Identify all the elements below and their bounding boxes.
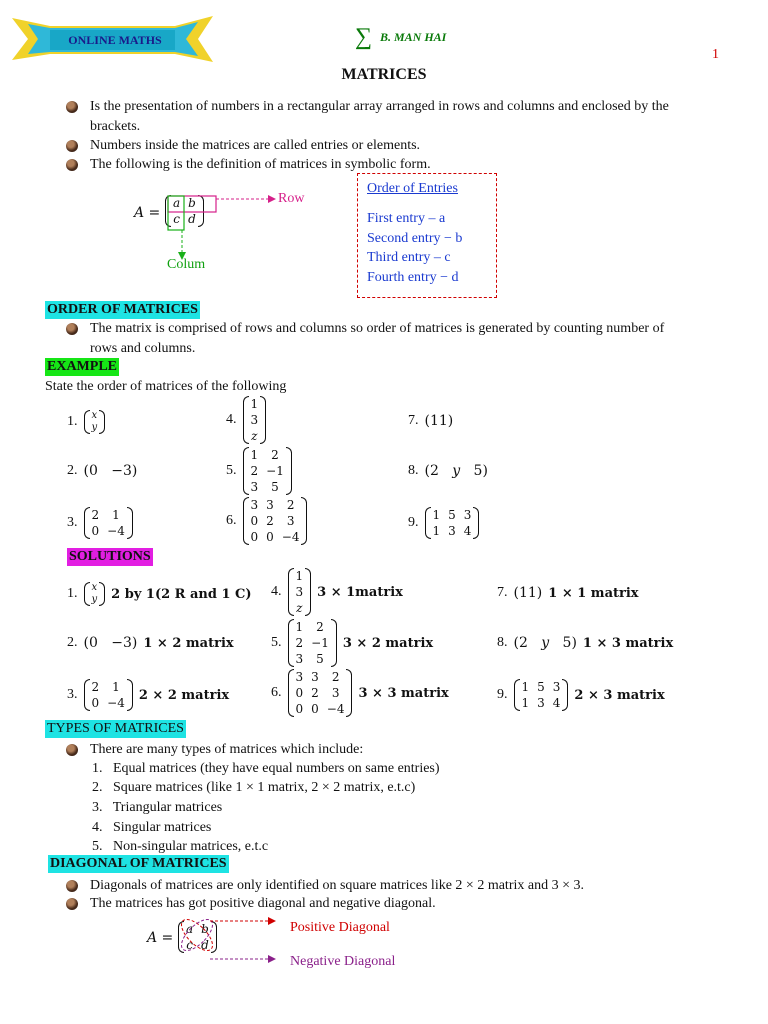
intro-bullet-2: Numbers inside the matrices are called entries or elements. xyxy=(90,138,421,153)
example-8: 8. (2 y 5) xyxy=(408,463,488,479)
order-box-title: Order of Entries xyxy=(367,181,458,196)
section-heading-types: TYPES OF MATRICES xyxy=(47,721,184,736)
example-1: 1. x y xyxy=(67,410,105,434)
intro-bullet-1: Is the presentation of numbers in a rectangular array arranged in rows and columns and enclosed by the xyxy=(90,99,669,114)
page-number: 1 xyxy=(712,47,719,62)
entry-b: b xyxy=(188,196,196,210)
bullet-icon xyxy=(66,323,78,335)
order-bullet-cont: rows and columns. xyxy=(90,341,196,356)
example-7: 7. (11) xyxy=(408,413,454,429)
example-5: 5. 1 2 2 −1 3 5 xyxy=(226,447,292,495)
diagonal-arrows xyxy=(170,912,280,972)
intro-bullet-1-cont: brackets. xyxy=(90,119,141,134)
sigma-icon: ∑ xyxy=(355,24,373,50)
example-9: 9. 1 5 3 1 3 4 xyxy=(408,507,479,539)
banner-text: ONLINE MATHS xyxy=(68,33,162,47)
matrix-lhs: A = xyxy=(134,205,161,221)
diagonal-bullet-2: The matrices has got positive diagonal and negative diagonal. xyxy=(90,896,436,911)
entry-a: a xyxy=(173,196,181,210)
entry-item: Second entry − b xyxy=(367,231,463,246)
example-6: 6. 3 3 2 0 2 3 0 0 −4 xyxy=(226,497,307,545)
entry-item: First entry – a xyxy=(367,211,446,226)
order-of-entries-box xyxy=(357,173,497,298)
example-prompt: State the order of matrices of the following xyxy=(45,379,287,394)
solution-3: 3. 2 1 0 −4 2 × 2 matrix xyxy=(67,680,230,710)
entry-d: d xyxy=(188,212,196,226)
diagonal-matrix-lhs: A = xyxy=(147,930,174,946)
entry-item: Fourth entry − d xyxy=(367,270,459,285)
types-bullet: There are many types of matrices which include: xyxy=(90,742,364,757)
example-4: 4. 1 3 z xyxy=(226,396,266,444)
negative-diagonal-label: Negative Diagonal xyxy=(290,954,396,969)
types-item: 3. Triangular matrices xyxy=(92,800,223,815)
intro-bullet-3: The following is the definition of matrices in symbolic form. xyxy=(90,157,431,172)
entry-item: Third entry – c xyxy=(367,250,451,265)
bullet-icon xyxy=(66,159,78,171)
diagonal-matrix: a b c d xyxy=(178,921,217,953)
solution-6: 6. 3 3 2 0 2 3 0 0 −4 3 × 3 matrix xyxy=(271,670,449,716)
bullet-icon xyxy=(66,744,78,756)
bullet-icon xyxy=(66,140,78,152)
page-title: MATRICES xyxy=(341,66,427,83)
types-item: 1. Equal matrices (they have equal numbers on same entries) xyxy=(92,761,440,776)
example-3: 3. 2 1 0 −4 xyxy=(67,507,133,539)
solution-2: 2. (0 −3) 1 × 2 matrix xyxy=(67,635,234,651)
solution-7: 7. (11) 1 × 1 matrix xyxy=(497,585,639,601)
order-bullet: The matrix is comprised of rows and columns so order of matrices is generated by counting number of xyxy=(90,321,665,336)
bullet-icon xyxy=(66,880,78,892)
bullet-icon xyxy=(66,898,78,910)
solution-1: 1. x y 2 by 1(2 R and 1 C) xyxy=(67,582,252,605)
bullet-icon xyxy=(66,101,78,113)
solution-8: 8. (2 y 5) 1 × 3 matrix xyxy=(497,635,674,651)
diagonal-bullet-1: Diagonals of matrices are only identified on square matrices like 2 × 2 matrix and 3 × 3. xyxy=(90,878,584,893)
section-heading-diagonal: DIAGONAL OF MATRICES xyxy=(50,856,227,871)
section-heading-example: EXAMPLE xyxy=(47,359,117,374)
entry-c: c xyxy=(173,212,180,226)
example-2: 2. (0 −3) xyxy=(67,463,138,479)
solution-9: 9. 1 5 3 1 3 4 2 × 3 matrix xyxy=(497,680,665,710)
section-heading-order: ORDER OF MATRICES xyxy=(47,302,198,317)
section-heading-solutions: SOLUTIONS xyxy=(69,549,151,564)
positive-diagonal-label: Positive Diagonal xyxy=(290,920,390,935)
types-item: 5. Non-singular matrices, e.t.c xyxy=(92,839,269,854)
types-item: 2. Square matrices (like 1 × 1 matrix, 2 × 2 matrix, e.t.c) xyxy=(92,780,416,795)
types-item: 4. Singular matrices xyxy=(92,820,212,835)
solution-4: 4. 1 3 z 3 × 1matrix xyxy=(271,569,403,615)
solution-5: 5. 1 2 2 −1 3 5 3 × 2 matrix xyxy=(271,620,434,666)
row-label: Row xyxy=(278,191,305,206)
column-label: Colum xyxy=(167,257,206,272)
author-name: B. MAN HAI xyxy=(380,30,447,44)
